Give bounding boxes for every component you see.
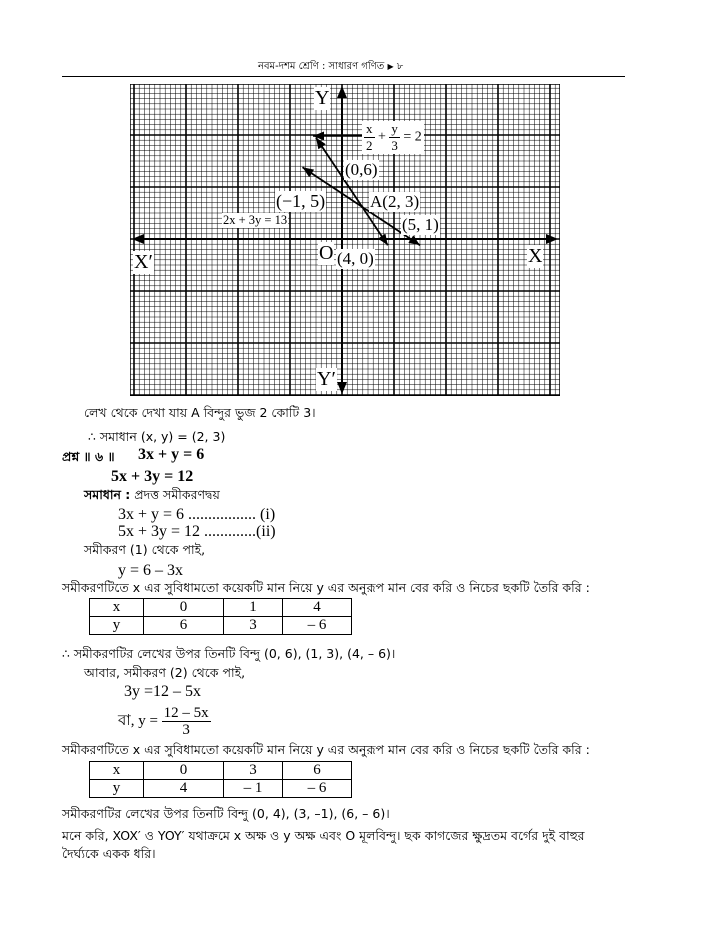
question-eq1: 3x + y = 6 [138, 446, 205, 463]
line1-y-num: y [391, 121, 398, 136]
point-A-label: A(2, 3) [370, 192, 420, 211]
table-cell: 6 [144, 617, 224, 635]
y-neg-axis-label: Y′ [317, 368, 336, 390]
given-eq2: 5x + 3y = 12 .............(ii) [118, 523, 276, 540]
values-table-1 [89, 598, 352, 635]
table-cell: – 6 [283, 617, 352, 635]
eq-3y: 3y =12 – 5x [124, 683, 202, 700]
points-line-2: সমীকরণটির লেখের উপর তিনটি বিন্দু (0, 4), (3, –1), (6, – 6)। [62, 806, 390, 821]
solution-label: সমাধান : [84, 487, 131, 502]
therefore-solution: ∴ সমাধান (x, y) = (2, 3) [88, 429, 226, 444]
table-cell: 0 [144, 762, 224, 780]
running-title: নবম-দশম শ্রেণি : সাধারণ গণিত [258, 61, 385, 72]
line1-x-num: x [366, 121, 373, 136]
table-cell: 6 [283, 762, 352, 780]
solution-line [84, 487, 220, 507]
point-4-0-label: (4, 0) [337, 249, 374, 268]
table-row [90, 762, 352, 780]
table-intro-2: সমীকরণটিতে x এর সুবিধামতো কয়েকটি মান নিয়ে y এর অনুরূপ মান বের করি ও নিচের ছকটি তৈরি করি : [62, 742, 590, 757]
table-row [90, 599, 352, 617]
page-number: ৮ [396, 61, 404, 72]
page-marker-icon: ▶ [387, 62, 394, 71]
y-axis-label: Y [315, 87, 330, 109]
given-equations-label: প্রদত্ত সমীকরণদ্বয় [134, 487, 220, 502]
line1-y-den: 3 [391, 138, 398, 153]
graph-figure [130, 84, 560, 396]
question-eq2: 5x + 3y = 12 [111, 468, 194, 485]
again-eq2: আবার, সমীকরণ (2) থেকে পাই, [84, 665, 246, 680]
origin-label: O [319, 242, 334, 264]
given-eq1: 3x + y = 6 ................. (i) [118, 506, 276, 523]
table-cell: 0 [144, 599, 224, 617]
final-line-1: মনে করি, XOX′ ও YOY′ যথাক্রমে x অক্ষ ও y অক্ষ এবং O মূলবিন্দু। ছক কাগজের ক্ষুদ্রতম বর্গের দুই বাহুর [62, 828, 585, 843]
final-line-2: দৈর্ঘ্যকে একক ধরি। [62, 846, 156, 861]
frac-denominator: 3 [182, 722, 190, 738]
question-label: প্রশ্ন ॥ ৬ ॥ [62, 449, 115, 464]
x-neg-axis-label: X′ [134, 251, 153, 273]
y-expression-1: y = 6 – 3x [118, 562, 184, 579]
table-cell: y [90, 617, 144, 635]
table-row [90, 780, 352, 798]
or-y-label: বা, y = [118, 713, 158, 729]
x-axis-label: X [528, 245, 543, 267]
table-cell: – 1 [224, 780, 283, 798]
table-cell: 4 [283, 599, 352, 617]
table-cell: x [90, 599, 144, 617]
y-expression-2 [118, 705, 211, 738]
table-cell: 1 [224, 599, 283, 617]
values-table-2 [89, 761, 352, 798]
graph-note: লেখ থেকে দেখা যায় A বিন্দুর ভুজ 2 কোটি 3। [84, 405, 316, 420]
point-0-6-label: (0,6) [345, 160, 378, 179]
points-line-1: ∴ সমীকরণটির লেখের উপর তিনটি বিন্দু (0, 6), (1, 3), (4, – 6)। [62, 646, 396, 661]
table-intro-1: সমীকরণটিতে x এর সুবিধামতো কয়েকটি মান নিয়ে y এর অনুরূপ মান বের করি ও নিচের ছকটি তৈরি করি : [62, 580, 590, 595]
table-cell: 3 [224, 617, 283, 635]
from-eq1: সমীকরণ (1) থেকে পাই, [84, 542, 206, 557]
header-rule [62, 76, 625, 77]
table-cell: – 6 [283, 780, 352, 798]
table-row [90, 617, 352, 635]
line2-label: 2x + 3y = 13 [223, 213, 288, 227]
point-5-1-label: (5, 1) [402, 215, 439, 234]
line1-rhs: = 2 [403, 129, 422, 145]
running-header [258, 59, 403, 76]
line1-label: $\frac{x}{2}$ + $\frac{y}{3}$ = 2 [362, 121, 424, 154]
frac-numerator: 12 – 5x [163, 705, 209, 721]
point-m1-5-label: (−1, 5) [276, 191, 326, 211]
table-cell: x [90, 762, 144, 780]
table-cell: y [90, 780, 144, 798]
line1-x-den: 2 [366, 138, 373, 153]
table-cell: 4 [144, 780, 224, 798]
table-cell: 3 [224, 762, 283, 780]
